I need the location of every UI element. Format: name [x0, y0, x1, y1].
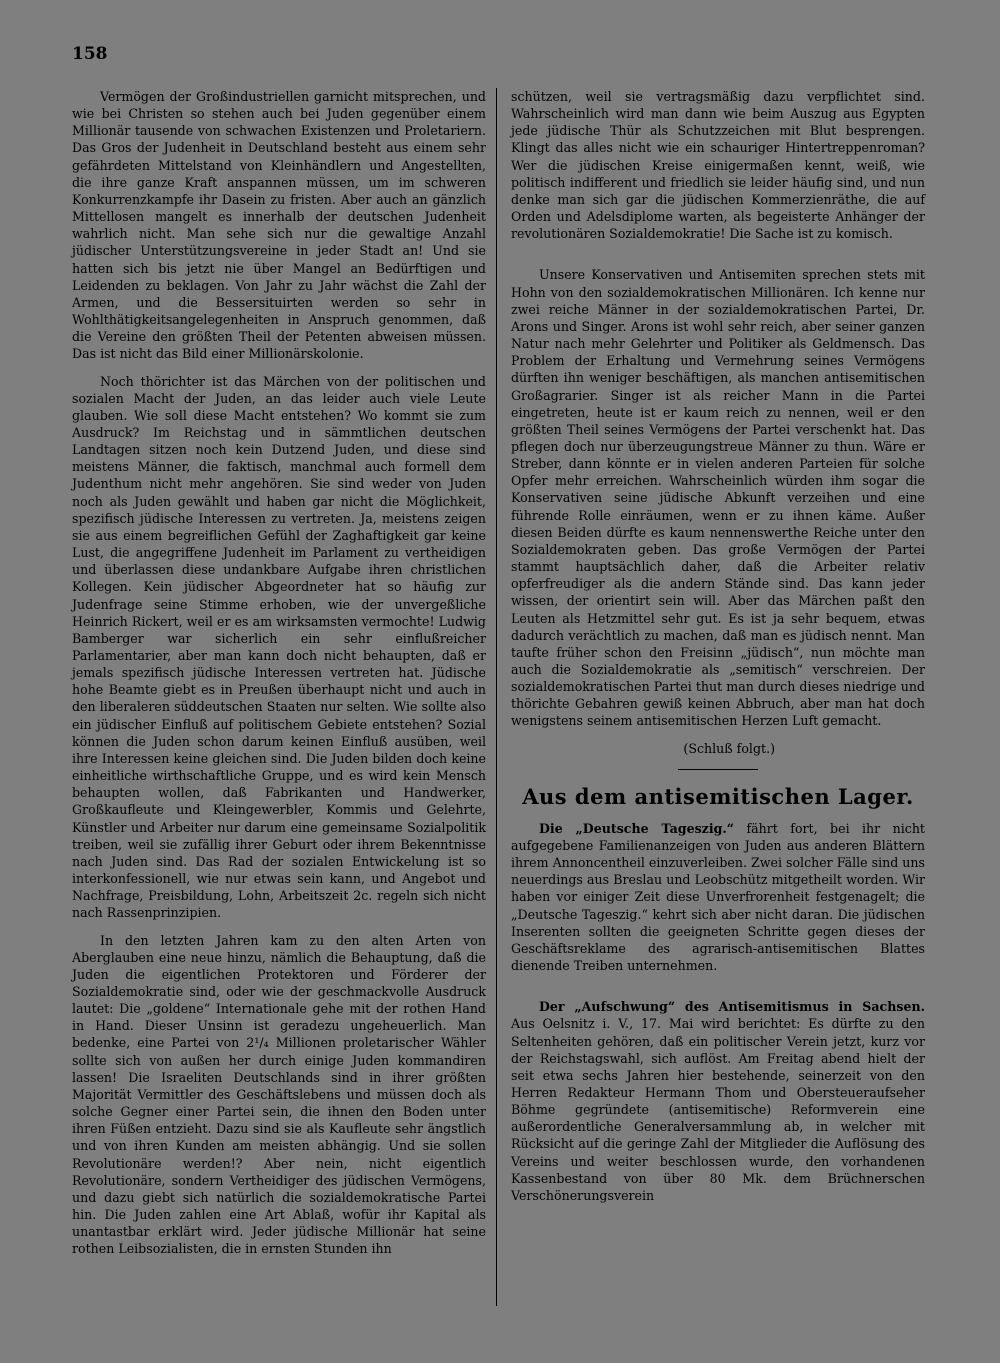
- column-divider: [496, 88, 497, 1306]
- news-item: [511, 820, 925, 974]
- left-column: [72, 88, 486, 1257]
- paragraph: In den letzten Jahren kam zu den alten Arten von Aberglauben eine neue hinzu, nämlich die Behauptung, daß die Juden die eigentlichen Protektoren und Förderer der Sozialdemokratie sind, oder wie der geschmackvolle Ausdruck lautet: Die „goldene“ Internationale gehe mit der rothen Hand in Hand. Dieser Unsinn ist geradezu ungeheuerlich. Man bedenke, eine Partei von 2¹/₄ Millionen proletarischer Wähler sollte sich von außen her durch einige Juden kommandiren lassen! Die Israeliten Deutschlands sind in ihrer größten Majorität Vermittler des Geschäftslebens und müssen doch als solche Gegner einer Partei sein, die ihnen den Boden unter ihren Füßen entzieht. Dazu sind sie als Kaufleute sehr ängstlich und von ihren Kunden am meisten abhängig. Und sie sollen Revolutionäre werden!? Aber nein, nicht eigentlich Revolutionäre, sondern Vertheidiger des jüdischen Vermögens, und dazu giebt sich natürlich die sozialdemokratische Partei hin. Die Juden zahlen eine Art Ablaß, wofür ihr Kapital als unantastbar erklärt wird. Jeder jüdische Millionär hat seine rothen Leibsozialisten, die in ernsten Stunden ihn: [72, 932, 486, 1257]
- news-item-lead: Der „Aufschwung“ des Antisemitismus in Sachsen.: [539, 999, 925, 1015]
- page-number: 158: [72, 44, 108, 64]
- paragraph: Noch thörichter ist das Märchen von der politischen und sozialen Macht der Juden, an das leider auch viele Leute glauben. Wie soll diese Macht entstehen? Wo kommt sie zum Ausdruck? Im Reichstag und in sämmtlichen deutschen Landtagen sitzen noch kein Dutzend Juden, und diese sind meistens Männer, die faktisch, manchmal auch formell dem Judenthum nicht mehr angehören. Sie sind weder von Juden noch als Juden gewählt und haben gar nicht die Möglichkeit, spezifisch jüdische Interessen zu vertreten. Ja, meistens zeigen sie aus einem begreiflichen Gefühl der Zaghaftigkeit gar keine Lust, die angegriffene Judenheit im Parlament zu vertheidigen und überlassen diese undankbare Aufgabe ihren christlichen Kollegen. Kein jüdischer Abgeordneter hat so häufig zur Judenfrage seine Stimme erhoben, wie der unvergeßliche Heinrich Rickert, weil er es am wirksamsten vermochte! Ludwig Bamberger war sicherlich ein sehr einflußreicher Parlamentarier, aber man kann doch nicht behaupten, daß er jemals spezifisch jüdische Interessen vertreten hat. Jüdische hohe Beamte giebt es in Preußen überhaupt nicht und auch in den liberaleren süddeutschen Staaten nur selten. Wie sollte also ein jüdischer Einfluß auf politischem Gebiete entstehen? Sozial können die Juden schon darum keinen Einfluß ausüben, weil ihre Interessen keine gleichen sind. Die Juden bilden doch keine einheitliche wirthschaftliche Gruppe, und es wird kein Mensch behaupten wollen, daß Fabrikanten und Handwerker, Großkaufleute und Kleingewerbler, Kommis und Gelehrte, Künstler und Arbeiter nur darum eine gemeinsame Sozialpolitik treiben, weil sie zufällig ihrer Geburt oder ihrem Bekenntnisse nach Juden sind. Das Rad der sozialen Entwickelung ist so interkonfessionell, wie nur etwas sein kann, und Angebot und Nachfrage, Preisbildung, Lohn, Arbeitszeit 2c. regeln sich nicht nach Rassenprinzipien.: [72, 373, 486, 921]
- paragraph: Unsere Konservativen und Antisemiten sprechen stets mit Hohn von den sozialdemokratischen Millionären. Ich kenne nur zwei reiche Männer in der sozialdemokratischen Partei, Dr. Arons und Singer. Arons ist wohl sehr reich, aber seiner ganzen Natur nach mehr Gelehrter und Politiker als Geldmensch. Das Problem der Erhaltung und Vermehrung seines Vermögens dürften ihn weniger beschäftigen, als manchen antisemitischen Großagrarier. Singer ist als reicher Mann in die Partei eingetreten, heute ist er kaum reich zu nennen, weil er den größten Theil seines Vermögens der Partei verschenkt hat. Das pflegen doch nur überzeugungstreue Männer zu thun. Wäre er Streber, dann könnte er in vielen anderen Parteien für solche Opfer mehr erreichen. Wahrscheinlich würden ihm sogar die Konservativen seine jüdische Abkunft verzeihen und eine führende Rolle einräumen, wenn er zu ihnen käme. Außer diesen Beiden dürfte es kaum nennenswerthe Reiche unter den Sozialdemokraten geben. Das große Vermögen der Partei stammt hauptsächlich daher, daß die Arbeiter relativ opferfreudiger als die andern Stände sind. Das kann jeder wissen, der orientirt sein will. Aber das Märchen paßt den Leuten als Hetzmittel sehr gut. Es ist ja sehr bequem, etwas dadurch verächtlich zu machen, daß man es jüdisch nennt. Man taufte früher schon den Freisinn „jüdisch“, nun möchte man auch die Sozialdemokratie als „semitisch“ verschreien. Der sozialdemokratischen Partei thut man durch dieses niedrige und thörichte Gebahren gewiß keinen Abbruch, aber man hat doch wenigstens seinem antisemitischen Herzen Luft gemacht.: [511, 267, 925, 729]
- section-title: Aus dem antisemitischen Lager.: [522, 783, 914, 809]
- news-item-lead: Die „Deutsche Tageszig.“: [539, 820, 735, 836]
- continuation-note: (Schluß folgt.): [683, 740, 775, 756]
- paragraph: schützen, weil sie vertragsmäßig dazu verpflichtet sind. Wahrscheinlich wird man dann wie beim Auszug aus Egypten jede jüdische Thür als Schutzzeichen mit Blut besprengen. Klingt das alles nicht wie ein schauriger Hintertreppenroman? Wer die jüdischen Kreise einigermaßen kennt, weiß, wie politisch indifferent und friedlich sie leider häufig sind, und nun denke man sich gar die jüdischen Kommerzienräthe, die auf Orden und Adelsdiplome warten, als begeisterte Anhänger der revolutionären Sozialdemokratie! Die Sache ist zu komisch.: [511, 89, 925, 242]
- separator-rule: [678, 769, 758, 770]
- news-item: [511, 998, 925, 1204]
- paragraph: Vermögen der Großindustriellen garnicht mitsprechen, und wie bei Christen so stehen auch bei Juden gegenüber einem Millionär tausende von schwachen Existenzen und Proletariern. Das Gros der Judenheit in Deutschland besteht aus einem sehr gefährdeten Mittelstand von Kleinhändlern und Angestellten, die ihre ganze Kraft anspannen müssen, um im schweren Konkurrenzkampfe ihr Dasein zu fristen. Aber auch an gänzlich Mittellosen mangelt es innerhalb der deutschen Judenheit wahrlich nicht. Man sehe sich nur die gewaltige Anzahl jüdischer Unterstützungsvereine in jeder Stadt an! Und sie hatten sich bis jetzt nie über Mangel an Bedürftigen und Leidenden zu beklagen. Von Jahr zu Jahr wächst die Zahl der Armen, und die Bessersituirten werden so sehr in Wohlthätigkeitsangelegenheiten in Anspruch genommen, daß die Vereine den größten Theil der Petenten abweisen müssen. Das ist nicht das Bild einer Millionärskolonie.: [72, 89, 486, 362]
- right-column: [511, 88, 925, 1204]
- news-item-text: fährt fort, bei ihr nicht aufgegebene Familienanzeigen von Juden aus anderen Blättern ihrem Annoncentheil einzuverleiben. Zwei solcher Fälle sind uns neuerdings aus Breslau und Leobschütz mitgetheilt worden. Wir haben vor einiger Zeit diese Unverfrorenheit festgenagelt; die „Deutsche Tageszig.“ kehrt sich aber nicht daran. Die jüdischen Inserenten sollten die geeigneten Schritte gegen dieses der Geschäftsreklame des agrarisch-antisemitischen Blattes dienende Treiben unternehmen.: [511, 820, 925, 974]
- news-item-text: Aus Oelsnitz i. V., 17. Mai wird berichtet: Es dürfte zu den Seltenheiten gehören, daß ein politischer Verein jetzt, kurz vor der Reichstagswahl, sich auflöst. Am Freitag abend hielt der seit etwa sechs Jahren hier bestehende, seinerzeit von den Herren Redakteur Hermann Thom und Obersteueraufseher Böhme gegründete (antisemitische) Reformverein eine außerordentliche Generalversammlung ab, in welcher mit Rücksicht auf die geringe Zahl der Mitglieder die Auflösung des Vereins und weiter beschlossen wurde, den vorhandenen Kassenbestand von über 80 Mk. dem Brüchnerschen Verschönerungsverein: [511, 1016, 925, 1203]
